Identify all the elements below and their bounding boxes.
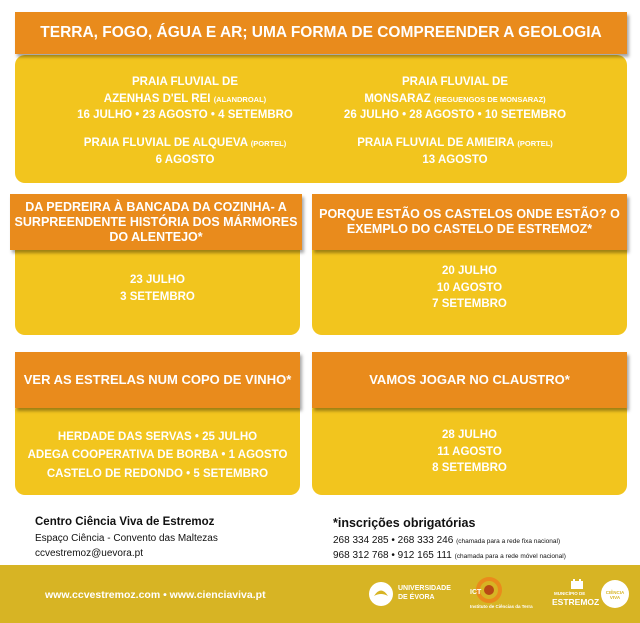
venue-monsaraz: PRAIA FLUVIAL DE MONSARAZ (REGUENGOS DE MONSARAZ) 26 JULHO • 28 AGOSTO • 10 SETEMBRO [343, 76, 567, 122]
phone-fixed: 268 334 285 • 268 333 246 (chamada para a rede fixa nacional) [333, 534, 561, 546]
geologia-title: TERRA, FOGO, ÁGUA E AR; UMA FORMA DE COMPREENDER A GEOLOGIA [15, 12, 627, 54]
footer-bar [0, 565, 640, 623]
uevora-emblem-icon [368, 581, 394, 607]
logo-universidade-evora: UNIVERSIDADE DE ÉVORA [368, 579, 458, 609]
contact-right [333, 514, 633, 563]
venue-amieira: PRAIA FLUVIAL DE AMIEIRA (PORTEL) 13 AGOSTO [357, 137, 553, 166]
contact-address: Espaço Ciência - Convento das Maltezas [35, 533, 218, 545]
logo-municipio-estremoz: MUNICÍPIO DE ESTREMOZ [552, 579, 602, 613]
claustro-dates: 28 JULHO 11 AGOSTO 8 SETEMBRO [432, 429, 507, 475]
castelos-dates: 20 JULHO 10 AGOSTO 7 SETEMBRO [432, 265, 507, 311]
logo-ciencia-viva: CIÊNCIA VIVA [600, 579, 630, 609]
contact-name: Centro Ciência Viva de Estremoz [35, 516, 215, 528]
estrelas-dates: HERDADE DAS SERVAS • 25 JULHO ADEGA COOPERATIVA DE BORBA • 1 AGOSTO CASTELO DE REDONDO • 5 SETEMBRO [27, 431, 288, 480]
footer-websites[interactable]: www.ccvestremoz.com • www.cienciaviva.pt [45, 589, 266, 601]
marmores-title: DA PEDREIRA À BANCADA DA COZINHA- A SURPREENDENTE HISTÓRIA DOS MÁRMORES DO ALENTEJO* [10, 194, 302, 250]
inscricoes-note: *inscrições obrigatórias [333, 516, 476, 530]
contact-email[interactable]: ccvestremoz@uevora.pt [35, 548, 143, 560]
venue-azenhas: PRAIA FLUVIAL DE AZENHAS D'EL REI (ALANDROAL) 16 JULHO • 23 AGOSTO • 4 SETEMBRO [77, 76, 293, 122]
venue-alqueva: PRAIA FLUVIAL DE ALQUEVA (PORTEL) 6 AGOSTO [83, 137, 287, 166]
contact-left [35, 514, 315, 561]
marmores-dates: 23 JULHO 3 SETEMBRO [120, 274, 195, 303]
castelos-title: PORQUE ESTÃO OS CASTELOS ONDE ESTÃO? O EXEMPLO DO CASTELO DE ESTREMOZ* [312, 194, 627, 250]
claustro-title: VAMOS JOGAR NO CLAUSTRO* [312, 352, 627, 408]
logo-ict: ICT Instituto de Ciências da Terra [466, 577, 546, 613]
phone-mobile: 968 312 768 • 912 165 111 (chamada para a rede móvel nacional) [333, 549, 566, 561]
estrelas-title: VER AS ESTRELAS NUM COPO DE VINHO* [15, 352, 300, 408]
estremoz-crest-icon [570, 579, 584, 589]
